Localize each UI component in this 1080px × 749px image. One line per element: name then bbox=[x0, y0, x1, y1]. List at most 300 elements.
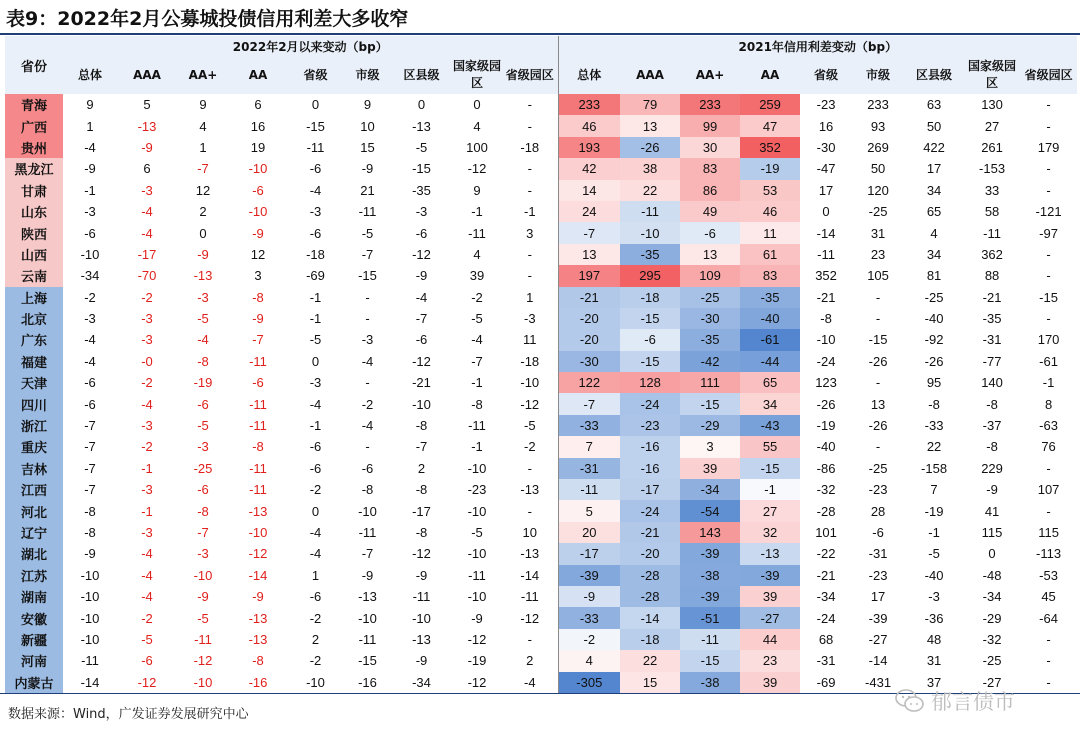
change-2022-cell: 1 bbox=[311, 567, 320, 583]
change-2022-cell: -3 bbox=[84, 311, 96, 327]
change-2022-cell: -21 bbox=[412, 375, 431, 391]
col-header: 总体 bbox=[63, 56, 117, 94]
province-cell: 新疆 bbox=[5, 629, 63, 650]
change-2021-cell: 14 bbox=[558, 180, 620, 201]
change-2022-cell: -7 bbox=[471, 353, 483, 369]
change-2022-cell: -12 bbox=[412, 353, 431, 369]
change-2021-cell: -39 bbox=[680, 543, 740, 564]
change-2021-cell: 352 bbox=[815, 268, 837, 284]
change-2021-cell: -6 bbox=[680, 222, 740, 243]
change-2021-cell: -26 bbox=[868, 353, 888, 369]
change-2021-cell: 7 bbox=[930, 482, 938, 498]
change-2021-cell: -40 bbox=[924, 567, 944, 583]
change-2021-cell: 39 bbox=[740, 586, 800, 607]
change-2022-cell: - bbox=[527, 118, 532, 134]
change-2022-cell: -1 bbox=[523, 204, 536, 220]
change-2022-cell: -10 bbox=[80, 589, 100, 605]
change-2021-cell: -26 bbox=[620, 137, 680, 158]
change-2021-cell: 4 bbox=[558, 650, 620, 671]
change-2021-cell: -1 bbox=[740, 479, 800, 500]
change-2022-cell: -9 bbox=[141, 139, 153, 155]
province-cell: 山东 bbox=[5, 201, 63, 222]
province-cell: 天津 bbox=[5, 372, 63, 393]
change-2021-cell: 93 bbox=[870, 118, 886, 134]
col-header: 国家级园区 bbox=[964, 56, 1020, 94]
change-2021-cell: 143 bbox=[680, 522, 740, 543]
change-2021-cell: -15 bbox=[868, 332, 888, 348]
change-2021-cell: 13 bbox=[680, 244, 740, 265]
change-2022-cell: -16 bbox=[248, 674, 268, 690]
table-row bbox=[5, 458, 1077, 479]
change-2021-cell: -10 bbox=[620, 222, 680, 243]
col-header: 省级园区 bbox=[502, 56, 558, 94]
change-2022-cell: -9 bbox=[84, 546, 96, 562]
table-title: 表9：2022年2月公募城投债信用利差大多收窄 bbox=[6, 8, 409, 30]
change-2021-cell: 48 bbox=[926, 631, 942, 647]
change-2022-cell: -4 bbox=[309, 546, 322, 562]
change-2021-cell: 233 bbox=[867, 97, 889, 113]
col-header: 省级 bbox=[800, 56, 852, 94]
col-header: AA+ bbox=[177, 56, 229, 94]
province-cell: 湖北 bbox=[5, 543, 63, 564]
change-2021-cell: -39 bbox=[868, 610, 888, 626]
change-2021-cell: -19 bbox=[816, 418, 836, 434]
change-2022-cell: -1 bbox=[471, 204, 483, 220]
change-2022-cell: -4 bbox=[141, 396, 153, 412]
change-2021-cell: 27 bbox=[984, 118, 1000, 134]
change-2022-cell: -11 bbox=[249, 460, 267, 476]
table-body bbox=[5, 94, 1077, 693]
change-2021-cell: -31 bbox=[982, 332, 1002, 348]
change-2022-cell: -35 bbox=[412, 182, 431, 198]
change-2021-cell: 55 bbox=[740, 436, 800, 457]
change-2021-cell: - bbox=[875, 375, 881, 391]
change-2022-cell: -5 bbox=[197, 418, 209, 434]
change-2021-cell: 39 bbox=[680, 458, 740, 479]
table-row bbox=[5, 351, 1077, 372]
change-2021-cell: -24 bbox=[620, 393, 680, 414]
change-2022-cell: -8 bbox=[415, 418, 428, 434]
change-2022-cell: -10 bbox=[306, 674, 325, 690]
change-2021-cell: 95 bbox=[926, 375, 942, 391]
change-2022-cell: -10 bbox=[80, 246, 100, 262]
change-2021-cell: 259 bbox=[740, 94, 800, 115]
change-2021-cell: 83 bbox=[740, 265, 800, 286]
change-2022-cell: -2 bbox=[309, 610, 322, 626]
province-cell: 吉林 bbox=[5, 458, 63, 479]
change-2022-cell: -5 bbox=[415, 139, 428, 155]
change-2022-cell: -6 bbox=[309, 439, 322, 455]
change-2021-cell: -158 bbox=[921, 460, 948, 476]
change-2022-cell: -12 bbox=[467, 161, 487, 177]
change-2022-cell: -12 bbox=[248, 546, 268, 562]
change-2022-cell: -6 bbox=[309, 589, 322, 605]
wechat-icon bbox=[895, 688, 925, 714]
change-2022-cell: - bbox=[527, 182, 532, 198]
change-2022-cell: -7 bbox=[84, 439, 96, 455]
group-header-2021: 2021年信用利差变动（bp） bbox=[558, 36, 1077, 56]
change-2022-cell: -5 bbox=[141, 631, 153, 647]
change-2022-cell: -12 bbox=[412, 546, 431, 562]
change-2021-cell: 28 bbox=[870, 503, 886, 519]
change-2021-cell: -31 bbox=[816, 653, 836, 669]
change-2021-cell: -23 bbox=[620, 415, 680, 436]
table-row bbox=[5, 180, 1077, 201]
col-header: AAA bbox=[620, 56, 680, 94]
change-2022-cell: -1 bbox=[141, 503, 153, 519]
table-row bbox=[5, 158, 1077, 179]
change-2021-cell: -13 bbox=[740, 543, 800, 564]
change-2021-cell: -35 bbox=[680, 329, 740, 350]
change-2021-cell: 115 bbox=[981, 525, 1003, 540]
change-2021-cell: -33 bbox=[924, 418, 944, 434]
change-2021-cell: -77 bbox=[982, 353, 1002, 369]
change-2021-cell: 105 bbox=[867, 268, 889, 284]
change-2022-cell: -4 bbox=[84, 353, 96, 369]
change-2021-cell: -9 bbox=[558, 586, 620, 607]
change-2021-cell: 46 bbox=[558, 115, 620, 136]
change-2021-cell: -26 bbox=[868, 418, 888, 434]
change-2022-cell: -7 bbox=[197, 525, 209, 540]
change-2022-cell: -9 bbox=[197, 246, 209, 262]
province-cell: 河南 bbox=[5, 650, 63, 671]
change-2021-cell: -29 bbox=[982, 610, 1002, 626]
change-2021-cell: -26 bbox=[924, 353, 944, 369]
change-2022-cell: -15 bbox=[306, 118, 325, 134]
change-2022-cell: - bbox=[527, 97, 532, 113]
change-2021-cell: 33 bbox=[984, 182, 1000, 198]
change-2022-cell: -10 bbox=[467, 589, 487, 605]
table-row bbox=[5, 650, 1077, 671]
change-2022-cell: -1 bbox=[309, 311, 322, 327]
change-2022-cell: -10 bbox=[467, 460, 487, 476]
change-2022-cell: -3 bbox=[197, 439, 209, 455]
change-2022-cell: 39 bbox=[469, 268, 485, 284]
change-2021-cell: 41 bbox=[984, 503, 1000, 519]
change-2022-cell: -11 bbox=[249, 396, 267, 412]
change-2021-cell: -14 bbox=[816, 225, 836, 241]
change-2021-cell: -63 bbox=[1039, 418, 1058, 434]
table-row bbox=[5, 372, 1077, 393]
change-2021-cell: -19 bbox=[924, 503, 944, 519]
change-2021-cell: 88 bbox=[984, 268, 1000, 284]
change-2021-cell: -33 bbox=[558, 415, 620, 436]
change-2022-cell: -8 bbox=[252, 439, 264, 455]
change-2021-cell: 38 bbox=[620, 158, 680, 179]
change-2021-cell: -20 bbox=[558, 308, 620, 329]
change-2021-cell: - bbox=[1046, 182, 1051, 198]
change-2021-cell: 7 bbox=[558, 436, 620, 457]
change-2022-cell: -6 bbox=[252, 182, 264, 198]
province-cell: 湖南 bbox=[5, 586, 63, 607]
change-2022-cell: -10 bbox=[467, 503, 487, 519]
change-2021-cell: -25 bbox=[924, 289, 944, 305]
change-2021-cell: 170 bbox=[1037, 332, 1060, 348]
change-2021-cell: 47 bbox=[740, 115, 800, 136]
province-cell: 甘肃 bbox=[5, 180, 63, 201]
change-2022-cell: - bbox=[527, 268, 532, 284]
change-2021-cell: 31 bbox=[870, 225, 886, 241]
change-2022-cell: -14 bbox=[520, 567, 540, 583]
change-2022-cell: -8 bbox=[415, 482, 428, 498]
change-2022-cell: 6 bbox=[254, 97, 262, 113]
change-2022-cell: 100 bbox=[466, 139, 488, 155]
change-2022-cell: -13 bbox=[248, 631, 268, 647]
change-2021-cell: -31 bbox=[868, 546, 888, 562]
change-2022-cell: -8 bbox=[252, 653, 264, 669]
change-2021-cell: 11 bbox=[740, 222, 800, 243]
table-row bbox=[5, 522, 1077, 543]
change-2022-cell: -12 bbox=[467, 674, 487, 690]
change-2021-cell: -121 bbox=[1035, 204, 1062, 220]
change-2022-cell: -15 bbox=[412, 161, 431, 177]
change-2021-cell: -35 bbox=[982, 311, 1002, 327]
change-2021-cell: -21 bbox=[816, 289, 836, 305]
change-2021-cell: 99 bbox=[680, 115, 740, 136]
change-2022-cell: 16 bbox=[250, 118, 266, 134]
province-cell: 山西 bbox=[5, 244, 63, 265]
change-2021-cell: 17 bbox=[870, 589, 886, 605]
change-2022-cell: 3 bbox=[526, 225, 534, 241]
change-2021-cell: 34 bbox=[740, 393, 800, 414]
change-2021-cell: 58 bbox=[984, 204, 1000, 220]
source-note: 数据来源：Wind，广发证券发展研究中心 bbox=[8, 707, 249, 722]
change-2021-cell: -35 bbox=[740, 287, 800, 308]
change-2021-cell: 86 bbox=[680, 180, 740, 201]
change-2022-cell: -8 bbox=[84, 525, 96, 540]
change-2022-cell: - bbox=[527, 246, 532, 262]
change-2021-cell: -64 bbox=[1039, 610, 1058, 626]
change-2022-cell: -3 bbox=[141, 525, 153, 540]
change-2022-cell: -6 bbox=[415, 332, 428, 348]
change-2021-cell: -48 bbox=[982, 567, 1002, 583]
change-2022-cell: - bbox=[365, 289, 370, 305]
province-cell: 陕西 bbox=[5, 222, 63, 243]
change-2022-cell: -11 bbox=[249, 418, 267, 434]
change-2021-cell: - bbox=[1046, 503, 1051, 519]
change-2022-cell: -6 bbox=[84, 375, 96, 391]
table-row bbox=[5, 586, 1077, 607]
change-2022-cell: -9 bbox=[252, 311, 264, 327]
change-2021-cell: -54 bbox=[680, 500, 740, 521]
change-2021-cell: 46 bbox=[740, 201, 800, 222]
change-2021-cell: -25 bbox=[868, 460, 888, 476]
change-2022-cell: -4 bbox=[309, 525, 322, 540]
change-2021-cell: 0 bbox=[988, 546, 996, 562]
change-2022-cell: -8 bbox=[252, 289, 264, 305]
change-2022-cell: -19 bbox=[193, 375, 213, 391]
change-2022-cell: - bbox=[527, 503, 532, 519]
change-2022-cell: -9 bbox=[415, 268, 428, 284]
change-2022-cell: -70 bbox=[137, 268, 157, 284]
change-2021-cell: -17 bbox=[558, 543, 620, 564]
change-2022-cell: -9 bbox=[361, 567, 374, 583]
change-2021-cell: 233 bbox=[680, 94, 740, 115]
change-2021-cell: 229 bbox=[981, 460, 1003, 476]
change-2021-cell: -30 bbox=[680, 308, 740, 329]
change-2021-cell: 24 bbox=[558, 201, 620, 222]
col-header: AA bbox=[229, 56, 287, 94]
change-2021-cell: 81 bbox=[926, 268, 942, 284]
change-2022-cell: -11 bbox=[358, 204, 377, 220]
change-2021-cell: 130 bbox=[981, 97, 1003, 113]
change-2022-cell: -11 bbox=[249, 353, 267, 369]
change-2021-cell: -23 bbox=[868, 482, 888, 498]
table-row bbox=[5, 479, 1077, 500]
change-2022-cell: -11 bbox=[194, 631, 212, 647]
change-2022-cell: -5 bbox=[523, 418, 536, 434]
change-2022-cell: -4 bbox=[141, 546, 153, 562]
change-2022-cell: -5 bbox=[197, 610, 209, 626]
change-2022-cell: -15 bbox=[358, 653, 377, 669]
change-2021-cell: -40 bbox=[816, 439, 836, 455]
change-2021-cell: - bbox=[875, 439, 881, 455]
change-2021-cell: - bbox=[1046, 161, 1051, 177]
table-row bbox=[5, 308, 1077, 329]
change-2022-cell: -3 bbox=[197, 546, 209, 562]
change-2022-cell: 5 bbox=[143, 97, 151, 113]
table-row bbox=[5, 329, 1077, 350]
change-2021-cell: -25 bbox=[680, 287, 740, 308]
change-2021-cell: -11 bbox=[983, 225, 1001, 241]
change-2021-cell: 22 bbox=[620, 180, 680, 201]
col-header: 区县级 bbox=[391, 56, 452, 94]
change-2021-cell: -15 bbox=[620, 351, 680, 372]
change-2022-cell: -10 bbox=[358, 503, 377, 519]
change-2022-cell: -8 bbox=[361, 482, 374, 498]
change-2022-cell: -4 bbox=[361, 418, 374, 434]
table-row bbox=[5, 244, 1077, 265]
change-2022-cell: - bbox=[365, 375, 370, 391]
change-2021-cell: 101 bbox=[815, 525, 837, 540]
change-2021-cell: -30 bbox=[816, 139, 836, 155]
change-2021-cell: 63 bbox=[926, 97, 942, 113]
change-2022-cell: -13 bbox=[248, 503, 268, 519]
change-2022-cell: 0 bbox=[417, 97, 426, 113]
change-2021-cell: 65 bbox=[926, 204, 942, 220]
change-2021-cell: -5 bbox=[928, 546, 940, 562]
change-2021-cell: 5 bbox=[558, 500, 620, 521]
change-2022-cell: - bbox=[527, 631, 532, 647]
change-2022-cell: -1 bbox=[309, 289, 322, 305]
change-2022-cell: -4 bbox=[197, 332, 209, 348]
change-2021-cell: 352 bbox=[740, 137, 800, 158]
change-2022-cell: -10 bbox=[193, 567, 213, 583]
col-header: AA+ bbox=[680, 56, 740, 94]
change-2021-cell: 61 bbox=[740, 244, 800, 265]
change-2022-cell: 11 bbox=[523, 332, 537, 348]
change-2022-cell: -34 bbox=[80, 268, 100, 284]
change-2021-cell: 115 bbox=[1038, 525, 1059, 540]
table-row bbox=[5, 565, 1077, 586]
change-2022-cell: -8 bbox=[415, 525, 428, 540]
change-2022-cell: -6 bbox=[309, 460, 322, 476]
province-cell: 福建 bbox=[5, 351, 63, 372]
change-2022-cell: -10 bbox=[248, 204, 268, 220]
change-2022-cell: -5 bbox=[309, 332, 322, 348]
table-row bbox=[5, 201, 1077, 222]
change-2022-cell: 0 bbox=[311, 97, 320, 113]
change-2021-cell: 269 bbox=[867, 139, 889, 155]
col-header: AAA bbox=[117, 56, 177, 94]
change-2022-cell: 19 bbox=[250, 139, 266, 155]
col-header: 市级 bbox=[344, 56, 391, 94]
change-2022-cell: -4 bbox=[523, 674, 536, 690]
change-2021-cell: -15 bbox=[680, 650, 740, 671]
change-2021-cell: 76 bbox=[1041, 439, 1056, 455]
change-2021-cell: -431 bbox=[865, 674, 892, 690]
change-2022-cell: -2 bbox=[141, 610, 153, 626]
change-2021-cell: -33 bbox=[558, 607, 620, 628]
change-2021-cell: 37 bbox=[926, 674, 942, 690]
change-2021-cell: 13 bbox=[558, 244, 620, 265]
province-cell: 江西 bbox=[5, 479, 63, 500]
change-2022-cell: -7 bbox=[361, 246, 374, 262]
change-2021-cell: 34 bbox=[926, 182, 942, 198]
change-2022-cell: -9 bbox=[84, 161, 96, 177]
change-2022-cell: 1 bbox=[86, 118, 94, 134]
change-2022-cell: 21 bbox=[360, 182, 375, 198]
change-2022-cell: -0 bbox=[141, 353, 153, 369]
change-2022-cell: -4 bbox=[141, 204, 153, 220]
change-2022-cell: -6 bbox=[141, 653, 153, 669]
group-header-2022: 2022年2月以来变动（bp） bbox=[63, 36, 558, 56]
change-2022-cell: 12 bbox=[250, 246, 266, 262]
change-2021-cell: -14 bbox=[868, 653, 888, 669]
change-2021-cell: -34 bbox=[680, 479, 740, 500]
change-2022-cell: -2 bbox=[84, 289, 96, 305]
change-2022-cell: -13 bbox=[520, 546, 540, 562]
change-2021-cell: 120 bbox=[867, 182, 889, 198]
province-cell: 上海 bbox=[5, 287, 63, 308]
change-2022-cell: -69 bbox=[306, 268, 325, 284]
change-2022-cell: -6 bbox=[361, 460, 374, 476]
change-2022-cell: 0 bbox=[311, 353, 320, 369]
province-cell: 辽宁 bbox=[5, 522, 63, 543]
col-header: 区县级 bbox=[904, 56, 964, 94]
change-2021-cell: -37 bbox=[982, 418, 1002, 434]
province-cell: 北京 bbox=[5, 308, 63, 329]
change-2022-cell: 6 bbox=[143, 161, 151, 177]
change-2022-cell: -4 bbox=[471, 332, 483, 348]
change-2021-cell: -7 bbox=[558, 393, 620, 414]
change-2021-cell: 79 bbox=[620, 94, 680, 115]
change-2022-cell: -13 bbox=[193, 268, 213, 284]
change-2022-cell: -4 bbox=[415, 289, 428, 305]
change-2022-cell: -10 bbox=[248, 161, 268, 177]
change-2021-cell: 45 bbox=[1041, 589, 1056, 605]
change-2022-cell: 3 bbox=[254, 268, 262, 284]
change-2022-cell: -19 bbox=[467, 653, 487, 669]
change-2022-cell: -8 bbox=[471, 396, 483, 412]
change-2022-cell: -1 bbox=[309, 418, 322, 434]
change-2022-cell: -5 bbox=[197, 311, 209, 327]
change-2021-cell: -20 bbox=[620, 543, 680, 564]
change-2021-cell: -18 bbox=[620, 629, 680, 650]
change-2021-cell: -2 bbox=[558, 629, 620, 650]
change-2021-cell: -43 bbox=[740, 415, 800, 436]
change-2021-cell: -28 bbox=[620, 586, 680, 607]
change-2021-cell: 39 bbox=[740, 672, 800, 693]
change-2021-cell: 17 bbox=[926, 161, 942, 177]
change-2021-cell: - bbox=[1046, 631, 1051, 647]
change-2021-cell: 233 bbox=[558, 94, 620, 115]
change-2022-cell: -7 bbox=[197, 161, 209, 177]
change-2022-cell: -11 bbox=[520, 589, 539, 605]
change-2021-cell: -36 bbox=[924, 610, 944, 626]
change-2022-cell: -4 bbox=[309, 182, 322, 198]
change-2022-cell: -12 bbox=[520, 610, 540, 626]
